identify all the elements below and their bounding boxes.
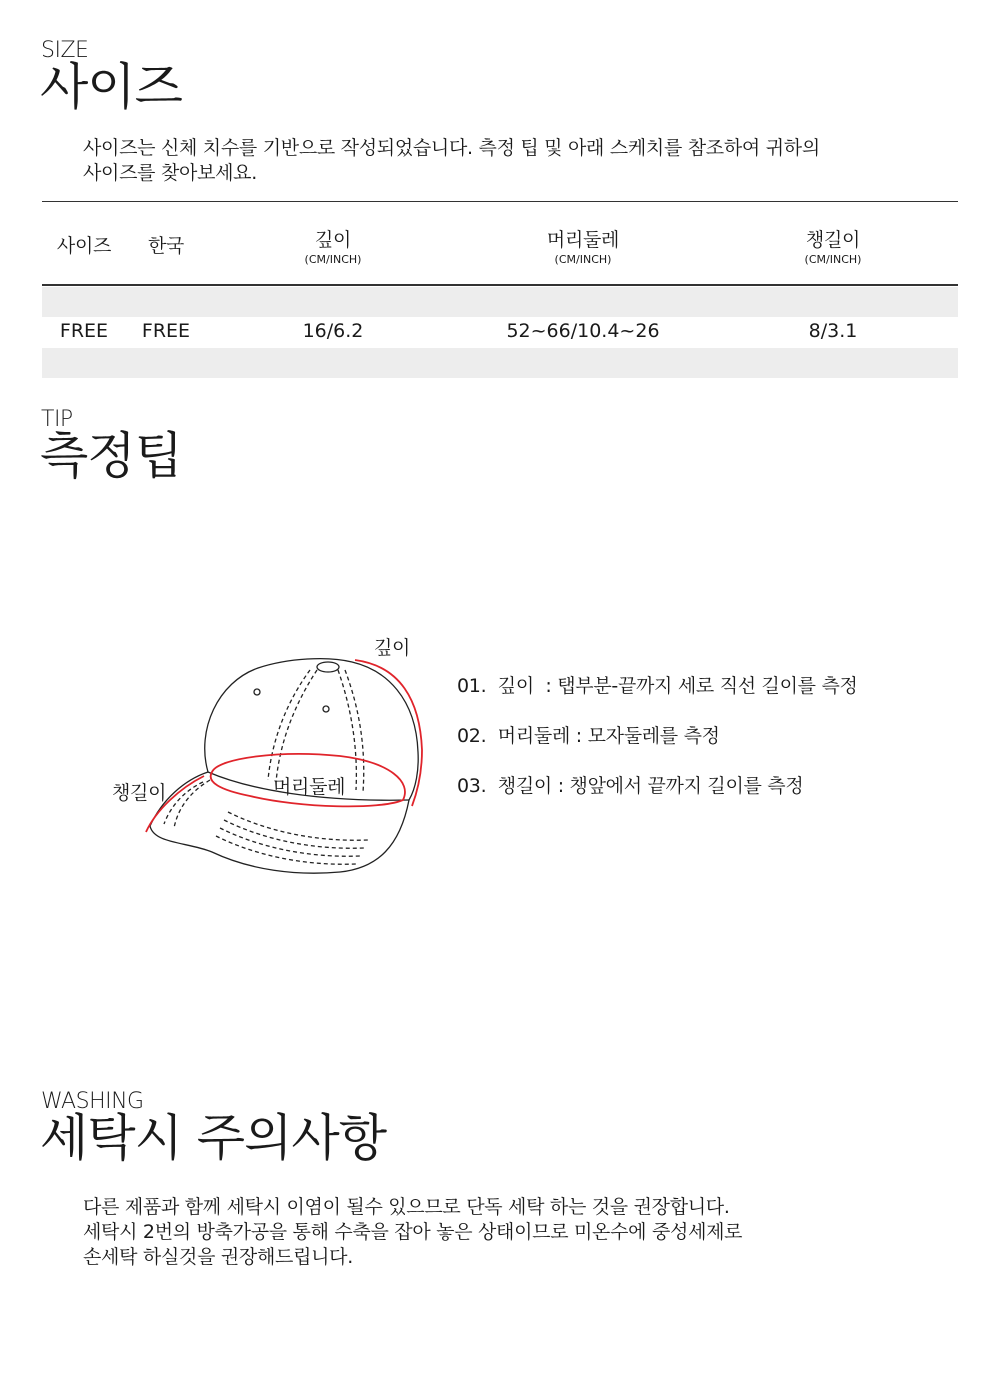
header-brim-unit: (CM/INCH) (804, 253, 862, 266)
cell-korea: FREE (141, 320, 191, 342)
washing-line-2: 세탁시 2번의 방축가공을 통해 수축을 잡아 놓은 상태이므로 미온수에 중성세제로 (83, 1221, 743, 1243)
header-head-unit: (CM/INCH) (554, 253, 612, 266)
tip-item-brim: 03. 챙길이 : 챙앞에서 끝까지 길이를 측정 (457, 775, 804, 797)
tip-title: 측정팁 (40, 427, 182, 485)
washing-description (83, 1195, 742, 1270)
tip-en-label: TIP (41, 407, 73, 432)
measurement-lines (146, 660, 422, 832)
washing-line-3: 손세탁 하실것을 권장해드립니다. (83, 1246, 353, 1268)
header-size-label: 사이즈 (56, 235, 112, 257)
header-head-circumference (483, 225, 683, 266)
tip-item-head: 02. 머리둘레 : 모자둘레를 측정 (457, 725, 720, 747)
header-head-label: 머리둘레 (546, 229, 620, 251)
diagram-label-head: 머리둘레 (273, 776, 346, 798)
table-header-rule (42, 284, 958, 286)
cell-size: FREE (59, 320, 109, 342)
header-depth (233, 225, 433, 266)
size-description (83, 136, 820, 186)
washing-line-1: 다른 제품과 함께 세탁시 이염이 될수 있으므로 단독 세탁 하는 것을 권장합니다. (83, 1196, 730, 1218)
cell-brim: 8/3.1 (808, 320, 858, 342)
header-brim (733, 225, 933, 266)
header-size (42, 231, 126, 258)
diagram-label-depth: 깊이 (374, 637, 411, 659)
tip-item-depth: 01. 깊이 : 탭부분-끝까지 세로 직선 길이를 측정 (457, 675, 858, 697)
header-korea (126, 231, 206, 258)
table-band-bottom (42, 348, 958, 378)
size-title: 사이즈 (40, 58, 182, 116)
table-top-rule (42, 201, 958, 202)
diagram-label-brim: 챙길이 (112, 782, 167, 804)
table-band-top (42, 287, 958, 317)
size-en-label: SIZE (41, 38, 89, 63)
washing-title: 세탁시 주의사항 (40, 1109, 386, 1167)
washing-en-label: WASHING (41, 1089, 144, 1114)
header-depth-label: 깊이 (314, 229, 352, 251)
size-description-line-1: 사이즈는 신체 치수를 기반으로 작성되었습니다. 측정 팁 및 아래 스케치를 참조하여 귀하의 (83, 137, 820, 159)
size-description-line-2: 사이즈를 찾아보세요. (83, 162, 257, 184)
cap-diagram-icon (100, 620, 440, 890)
cell-depth: 16/6.2 (302, 320, 364, 342)
header-depth-unit: (CM/INCH) (304, 253, 362, 266)
cell-head-circumference: 52~66/10.4~26 (506, 320, 660, 342)
header-korea-label: 한국 (147, 235, 185, 257)
header-brim-label: 챙길이 (805, 229, 861, 251)
